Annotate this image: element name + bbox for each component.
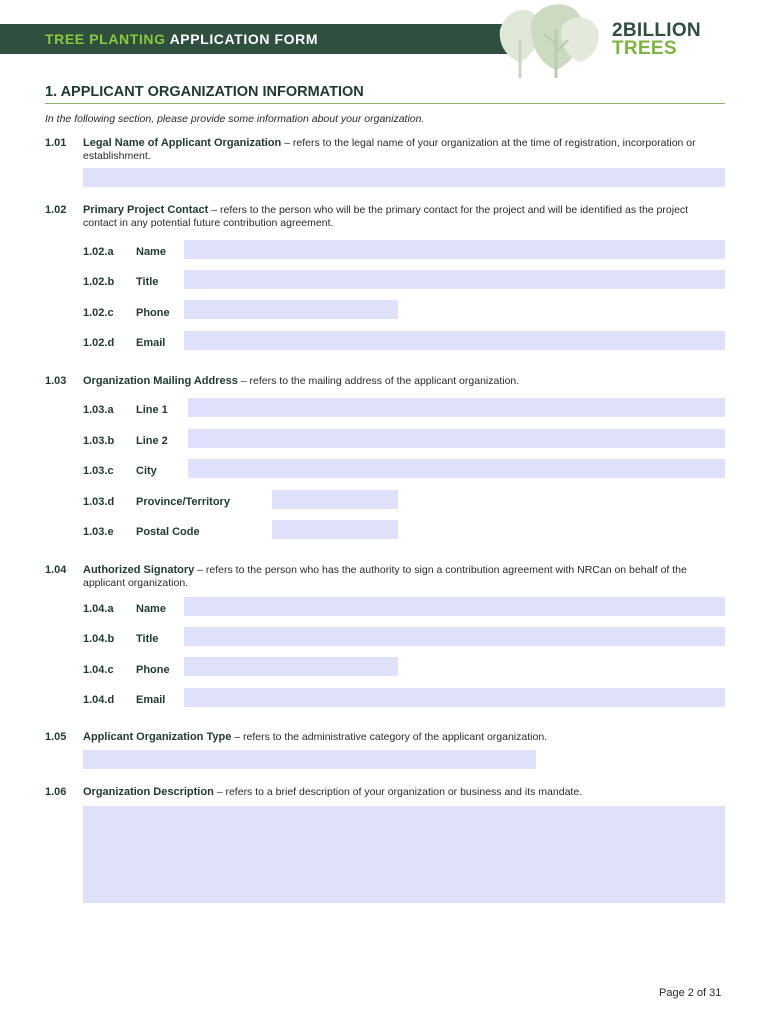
question-number: 1.02 <box>45 204 67 216</box>
organization-type-select[interactable] <box>83 750 536 769</box>
sub-label: Name <box>136 603 166 615</box>
sub-number: 1.04.d <box>83 694 115 706</box>
sub-label: Province/Territory <box>136 496 230 508</box>
contact-title-input[interactable] <box>184 270 725 289</box>
form-title-rest: APPLICATION FORM <box>169 31 319 47</box>
sub-number: 1.02.a <box>83 246 114 258</box>
sub-label: Postal Code <box>136 526 200 538</box>
sub-number: 1.04.a <box>83 603 114 615</box>
address-line1-input[interactable] <box>188 398 725 417</box>
question-desc: – refers to the person who has the authority to sign a contribution agreement with NRCan on behalf of the applicant organization. <box>83 564 687 589</box>
question-label: Primary Project Contact <box>83 204 209 216</box>
signatory-email-input[interactable] <box>184 688 725 707</box>
sub-label: Email <box>136 694 166 706</box>
address-line2-input[interactable] <box>188 429 725 448</box>
signatory-title-input[interactable] <box>184 627 725 646</box>
question-text <box>83 564 723 590</box>
question-label: Legal Name of Applicant Organization <box>83 137 282 149</box>
organization-description-textarea[interactable] <box>83 806 725 903</box>
sub-label: Line 1 <box>136 404 168 416</box>
question-desc: – refers to the administrative category of the applicant organization. <box>231 731 548 743</box>
section-title: 1. APPLICANT ORGANIZATION INFORMATION <box>45 84 364 100</box>
logo-line1: 2BILLION <box>612 20 701 41</box>
tree-logo-icon <box>492 0 604 78</box>
sub-label: Title <box>136 633 159 645</box>
question-label: Applicant Organization Type <box>83 731 232 743</box>
question-text <box>83 204 723 230</box>
question-label: Organization Mailing Address <box>83 375 238 387</box>
sub-label: Email <box>136 337 166 349</box>
legal-name-input[interactable] <box>83 168 725 187</box>
sub-number: 1.03.c <box>83 465 114 477</box>
sub-number: 1.04.b <box>83 633 115 645</box>
province-input[interactable] <box>272 490 398 509</box>
section-intro: In the following section, please provide some information about your organization. <box>45 113 425 125</box>
question-number: 1.01 <box>45 137 67 149</box>
sub-number: 1.03.e <box>83 526 114 538</box>
sub-number: 1.02.d <box>83 337 115 349</box>
sub-label: Line 2 <box>136 435 168 447</box>
sub-number: 1.02.b <box>83 276 115 288</box>
signatory-phone-input[interactable] <box>184 657 398 676</box>
sub-number: 1.03.a <box>83 404 114 416</box>
sub-label: Phone <box>136 307 170 319</box>
logo-line2: TREES <box>612 38 677 59</box>
postal-code-input[interactable] <box>272 520 398 539</box>
sub-label: City <box>136 465 157 477</box>
question-desc: – refers to the mailing address of the applicant organization. <box>237 375 520 387</box>
sub-label: Phone <box>136 664 170 676</box>
question-number: 1.03 <box>45 375 67 387</box>
form-title-accent: TREE PLANTING <box>45 31 166 47</box>
section-divider <box>45 103 725 104</box>
contact-phone-input[interactable] <box>184 300 398 319</box>
question-desc: – refers to the legal name of your organization at the time of registration, incorporation or establishment. <box>83 137 696 162</box>
question-number: 1.06 <box>45 786 67 798</box>
question-desc: – refers to a brief description of your organization or business and its mandate. <box>213 786 583 798</box>
question-desc: – refers to the person who will be the primary contact for the project and will be identified as the project contact in any potential future contribution agreement. <box>83 204 689 229</box>
sub-label: Name <box>136 246 166 258</box>
contact-email-input[interactable] <box>184 331 725 350</box>
question-number: 1.05 <box>45 731 67 743</box>
contact-name-input[interactable] <box>184 240 725 259</box>
question-text <box>83 375 723 388</box>
sub-label: Title <box>136 276 159 288</box>
question-number: 1.04 <box>45 564 67 576</box>
question-text <box>83 137 723 163</box>
sub-number: 1.03.b <box>83 435 115 447</box>
city-input[interactable] <box>188 459 725 478</box>
sub-number: 1.03.d <box>83 496 115 508</box>
question-label: Authorized Signatory <box>83 564 195 576</box>
question-text <box>83 731 723 744</box>
question-text <box>83 786 723 799</box>
form-title <box>45 31 318 47</box>
signatory-name-input[interactable] <box>184 597 725 616</box>
sub-number: 1.04.c <box>83 664 114 676</box>
question-label: Organization Description <box>83 786 214 798</box>
brand-logo <box>612 22 701 58</box>
sub-number: 1.02.c <box>83 307 114 319</box>
page-number: Page 2 of 31 <box>659 987 722 999</box>
